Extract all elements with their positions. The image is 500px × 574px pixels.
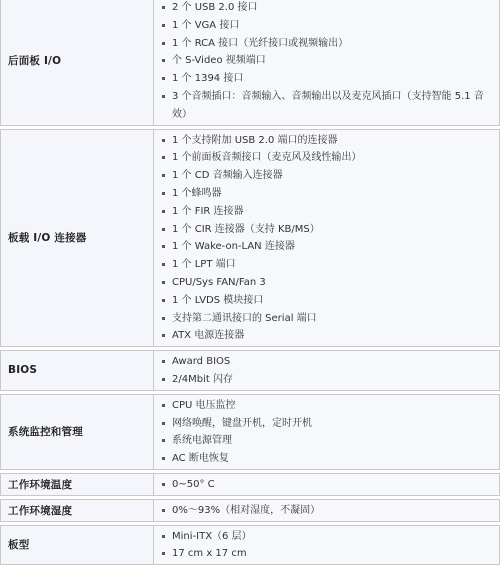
spec-list-item: 17 cm x 17 cm <box>162 545 493 563</box>
spec-list-item: 1 个 CD 音频输入连接器 <box>162 167 493 185</box>
spec-list-item: 1 个蜂鸣器 <box>162 185 493 203</box>
spec-list-item: Award BIOS <box>162 353 493 371</box>
spec-list-item: 支持第二通讯接口的 Serial 端口 <box>162 310 493 328</box>
spec-list-item: 1 个 Wake-on-LAN 连接器 <box>162 238 493 256</box>
spec-row-rear-panel-io <box>1 0 500 125</box>
spec-value <box>154 499 500 521</box>
spec-list-item: CPU/Sys FAN/Fan 3 <box>162 274 493 292</box>
spec-value <box>154 351 500 391</box>
spec-list-item: 3 个音频插口：音频输入、音频输出以及麦克风插口（支持智能 5.1 音效） <box>162 88 493 124</box>
spec-label: 工作环境湿度 <box>1 499 154 521</box>
spec-list-item: 1 个 LVDS 模块接口 <box>162 292 493 310</box>
spec-label: 系统监控和管理 <box>1 394 154 469</box>
spec-value <box>154 525 500 565</box>
spec-label: 板型 <box>1 525 154 565</box>
spec-list-item: 2/4Mbit 闪存 <box>162 371 493 389</box>
spec-list-item: 1 个 VGA 接口 <box>162 17 493 35</box>
spec-list-item: AC 断电恢复 <box>162 450 493 468</box>
spec-row-operating-temperature <box>1 473 500 495</box>
spec-list-item: 2 个 USB 2.0 接口 <box>162 0 493 17</box>
spec-row-operating-humidity <box>1 499 500 521</box>
spec-row-system-monitoring <box>1 394 500 469</box>
spec-list-item: Mini-ITX（6 层） <box>162 528 493 546</box>
spec-list-item: 1 个支持附加 USB 2.0 端口的连接器 <box>162 132 493 150</box>
spec-value <box>154 0 500 125</box>
spec-list-item: 网络唤醒，键盘开机，定时开机 <box>162 415 493 433</box>
spec-label: 后面板 I/O <box>1 0 154 125</box>
spec-list-item: 1 个 1394 接口 <box>162 70 493 88</box>
spec-list-item: 0~50° C <box>162 476 493 494</box>
spec-list-item: 0%～93%（相对湿度，不凝固） <box>162 502 493 520</box>
spec-list-item: 1 个前面板音频接口（麦克风及线性输出） <box>162 149 493 167</box>
spec-row-onboard-io <box>1 129 500 347</box>
spec-list-item: 1 个 CIR 连接器（支持 KB/MS） <box>162 221 493 239</box>
spec-list-item: 个 S-Video 视频端口 <box>162 52 493 70</box>
spec-list-item: 1 个 LPT 端口 <box>162 256 493 274</box>
spec-list-item: CPU 电压监控 <box>162 397 493 415</box>
spec-list-item: 系统电源管理 <box>162 432 493 450</box>
spec-label: 板载 I/O 连接器 <box>1 129 154 347</box>
spec-value <box>154 394 500 469</box>
spec-label: 工作环境温度 <box>1 473 154 495</box>
spec-row-bios <box>1 351 500 391</box>
spec-list-item: 1 个 RCA 接口（光纤接口或视频输出） <box>162 35 493 53</box>
spec-value <box>154 129 500 347</box>
spec-label: BIOS <box>1 351 154 391</box>
spec-list-item: 1 个 FIR 连接器 <box>162 203 493 221</box>
spec-row-form-factor <box>1 525 500 565</box>
spec-value <box>154 473 500 495</box>
spec-list-item: ATX 电源连接器 <box>162 327 493 345</box>
